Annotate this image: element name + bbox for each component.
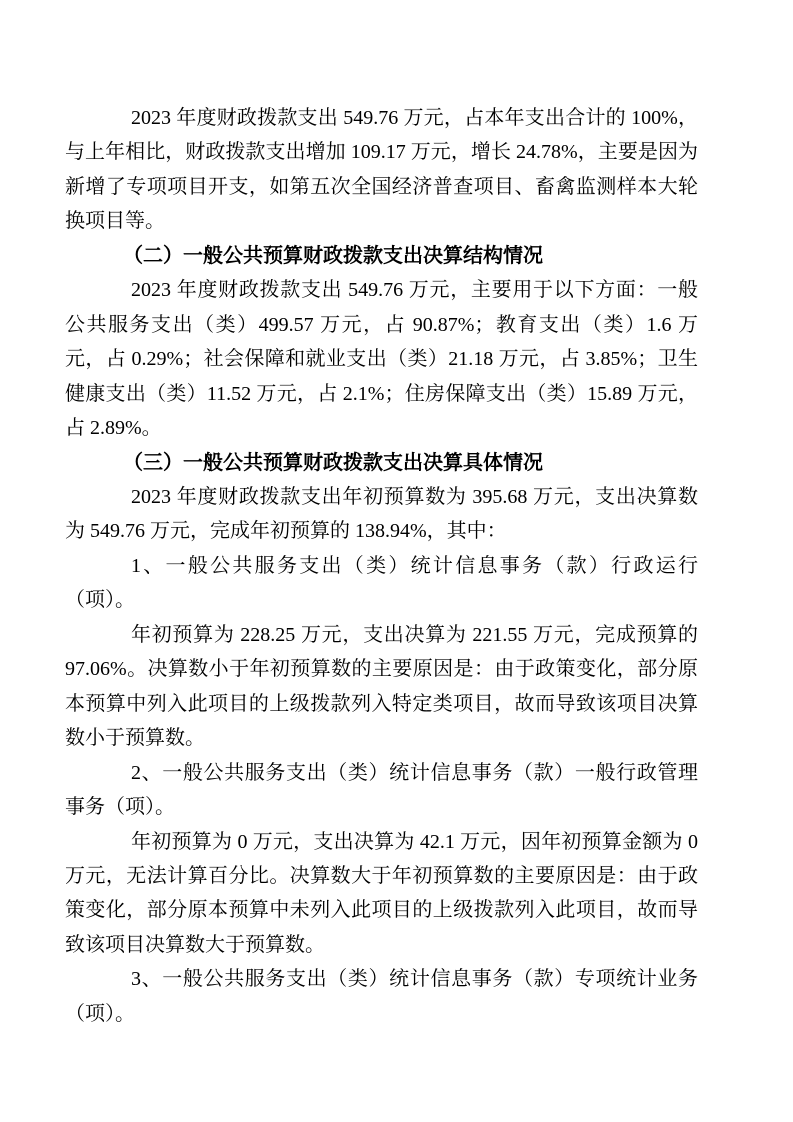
- item-1-administrative-operation-title: 1、一般公共服务支出（类）统计信息事务（款）行政运行（项）。: [65, 554, 698, 612]
- paragraph-fiscal-expenditure-overview: 2023 年度财政拨款支出 549.76 万元，占本年支出合计的 100%，与上年相比，财政拨款支出增加 109.17 万元，增长 24.78%，主要是因为新增了专项项目开支，如第五次全国经济普查项目、畜禽监测样本大轮换项目等。: [65, 107, 698, 233]
- paragraph-expenditure-structure-detail: 2023 年度财政拨款支出 549.76 万元，主要用于以下方面：一般公共服务支出（类）499.57 万元，占 90.87%；教育支出（类）1.6 万元，占 0.29%；社会保障和就业支出（类）21.18 万元，占 3.85%；卫生健康支出（类）11.52 万元，占 2.1%；住房保障支出（类）15.89 万元，占 2.89%。: [65, 279, 698, 440]
- heading-section-two-expenditure-structure: （二）一般公共预算财政拨款支出决算结构情况: [123, 244, 543, 267]
- item-2-general-admin-affairs-detail: 年初预算为 0 万元，支出决算为 42.1 万元，因年初预算金额为 0 万元，无法计算百分比。决算数大于年初预算数的主要原因是：由于政策变化，部分原本预算中未列入此项目的上级拨款列入此项目，故而导致该项目决算数大于预算数。: [65, 830, 698, 956]
- document-content: [65, 101, 698, 1031]
- heading-section-three-expenditure-specifics: （三）一般公共预算财政拨款支出决算具体情况: [123, 451, 543, 474]
- item-1-administrative-operation-detail: 年初预算为 228.25 万元，支出决算为 221.55 万元，完成预算的 97.06%。决算数小于年初预算数的主要原因是：由于政策变化，部分原本预算中列入此项目的上级拨款列入特定类项目，故而导致该项目决算数小于预算数。: [65, 623, 698, 750]
- paragraph-budget-vs-final-summary: 2023 年度财政拨款支出年初预算数为 395.68 万元，支出决算数为 549.76 万元，完成年初预算的 138.94%，其中：: [65, 485, 698, 543]
- item-2-general-admin-affairs-title: 2、一般公共服务支出（类）统计信息事务（款）一般行政管理事务（项）。: [65, 761, 698, 819]
- item-3-special-statistics-title: 3、一般公共服务支出（类）统计信息事务（款）专项统计业务（项）。: [65, 968, 698, 1025]
